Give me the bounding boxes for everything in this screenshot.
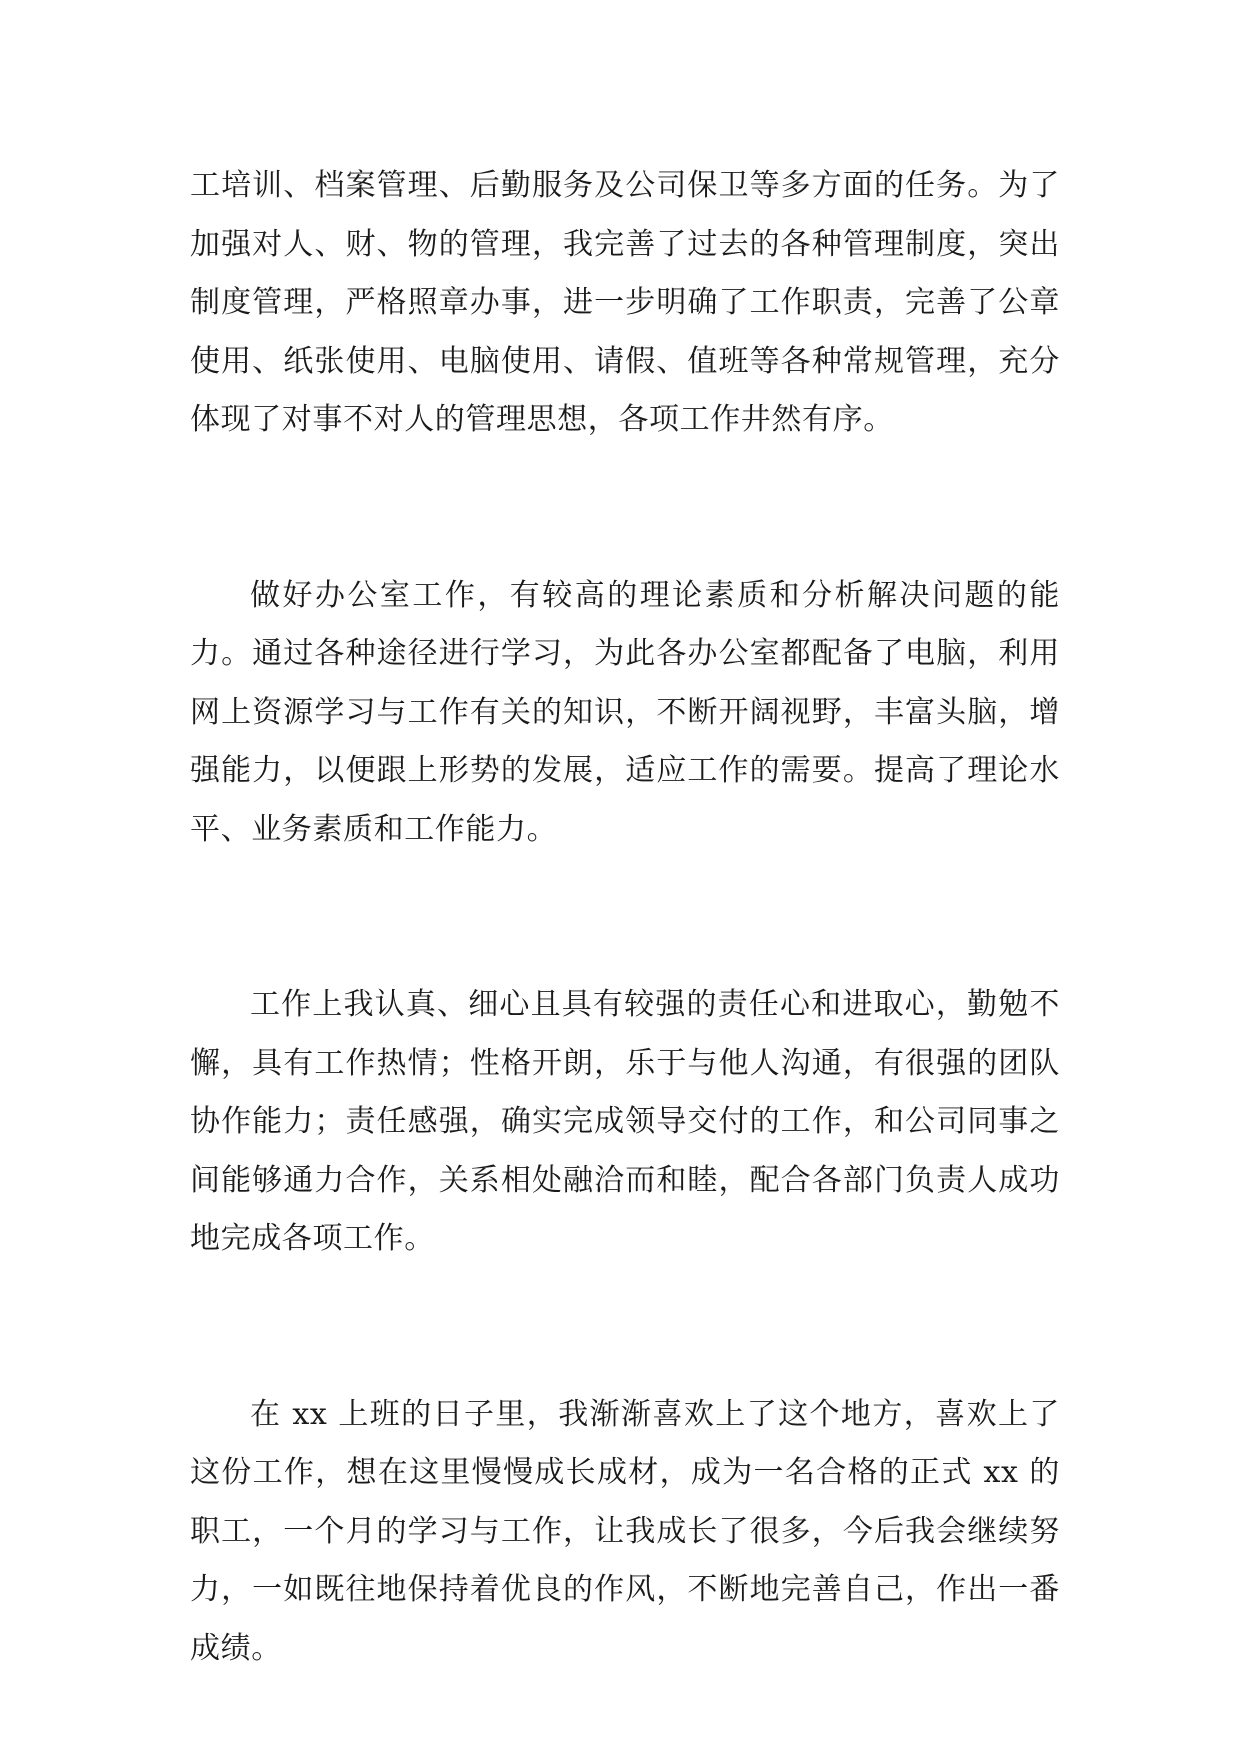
paragraph-4: 在 xx 上班的日子里，我渐渐喜欢上了这个地方，喜欢上了这份工作，想在这里慢慢成长成材，成为一名合格的正式 xx 的职工，一个月的学习与工作，让我成长了很多，今后我会继续努力，一如既往地保持着优良的作风，不断地完善自己，作出一番成绩。	[190, 1396, 1060, 1666]
paragraph-3: 工作上我认真、细心且具有较强的责任心和进取心，勤勉不懈，具有工作热情；性格开朗，乐于与他人沟通，有很强的团队协作能力；责任感强，确实完成领导交付的工作，和公司同事之间能够通力合作，关系相处融洽而和睦，配合各部门负责人成功地完成各项工作。	[190, 987, 1060, 1256]
paragraph-2: 做好办公室工作，有较高的理论素质和分析解决问题的能力。通过各种途径进行学习，为此各办公室都配备了电脑，利用网上资源学习与工作有关的知识，不断开阔视野，丰富头脑，增强能力，以便跟上形势的发展，适应工作的需要。提高了理论水平、业务素质和工作能力。	[190, 577, 1060, 847]
document-body	[190, 157, 1060, 1678]
paragraph-1: 工培训、档案管理、后勤服务及公司保卫等多方面的任务。为了加强对人、财、物的管理，我完善了过去的各种管理制度，突出制度管理，严格照章办事，进一步明确了工作职责，完善了公章使用、纸张使用、电脑使用、请假、值班等各种常规管理，充分体现了对事不对人的管理思想，各项工作井然有序。	[190, 168, 1060, 437]
